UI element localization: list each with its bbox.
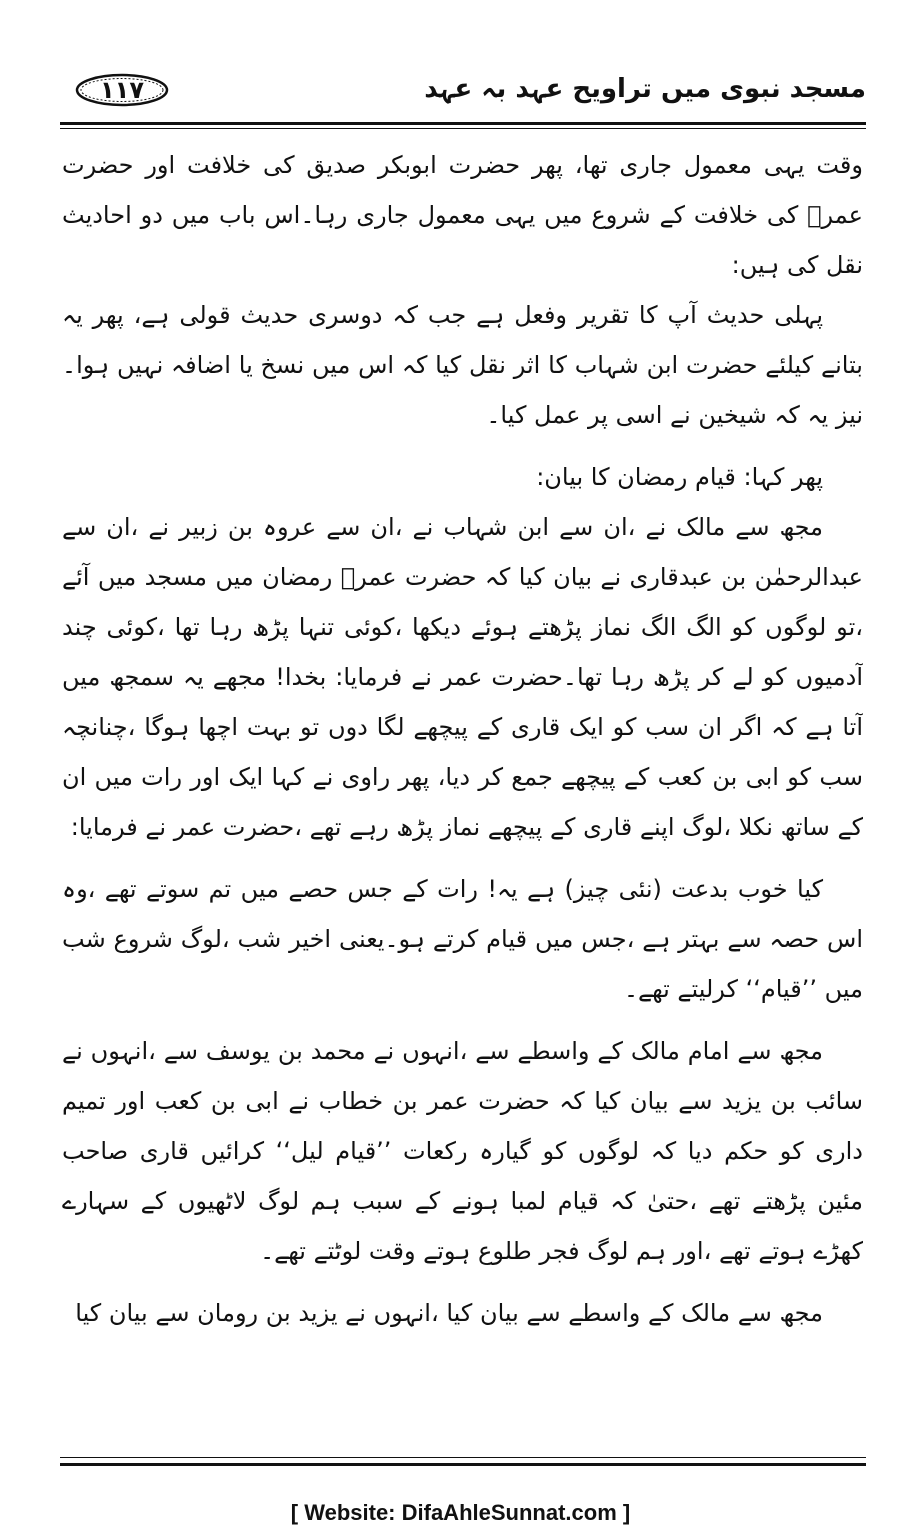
- website-footer: [ Website: DifaAhleSunnat.com ]: [290, 1500, 631, 1525]
- paragraph-7: مجھ سے مالک کے واسطے سے بیان کیا ،انہوں نے یزید بن رومان سے بیان کیا: [75, 1299, 823, 1327]
- paragraph-1: وقت یہی معمول جاری تھا، پھر حضرت ابوبکر صدیق کی خلافت اور حضرت عمرؓ کی خلافت کے شروع میں یہی معمول جاری رہا۔اس باب میں دو احادیث نقل کی ہیں:: [62, 151, 863, 279]
- page-number-badge: [74, 72, 170, 108]
- paragraph-4: مجھ سے مالک نے ،ان سے ابن شہاب نے ،ان سے عروہ بن زبیر نے ،ان سے عبدالرحمٰن بن عبدقاری نے بیان کیا کہ حضرت عمرؓ رمضان میں مسجد میں آئے ،تو لوگوں کو الگ الگ نماز پڑھتے ہوئے دیکھا ،کوئی تنہا پڑھ رہا تھا ،کوئی چند آدمیوں کو لے کر پڑھ رہا تھا۔حضرت عمر نے فرمایا: بخدا! مجھے یہ سمجھ میں آتا ہے کہ اگر ان سب کو ایک قاری کے پیچھے لگا دوں تو بہت اچھا ہوگا ،چنانچہ سب کو ابی بن کعب کے پیچھے جمع کر دیا، پھر راوی نے کہا ایک اور رات میں ان کے ساتھ نکلا ،لوگ اپنے قاری کے پیچھے نماز پڑھ رہے تھے ،حضرت عمر نے فرمایا:: [62, 513, 863, 841]
- footer-rule-thin: [60, 1457, 866, 1458]
- header-rule-thin: [60, 128, 866, 129]
- paragraph-5: کیا خوب بدعت (نئی چیز) ہے یہ! رات کے جس حصے میں تم سوتے تھے ،وہ اس حصہ سے بہتر ہے ،جس میں قیام کرتے ہو۔یعنی اخیر شب ،لوگ شروع شب میں ’’قیام‘‘ کرلیتے تھے۔: [62, 875, 863, 1003]
- paragraph-2: پہلی حدیث آپ کا تقریر وفعل ہے جب کہ دوسری حدیث قولی ہے، پھر یہ بتانے کیلئے حضرت ابن شہاب کا اثر نقل کیا کہ اس میں نسخ یا اضافہ نہیں ہوا۔نیز یہ کہ شیخین نے اسی پر عمل کیا۔: [62, 301, 863, 429]
- page-number: ۱۱۷: [100, 76, 144, 104]
- running-title: مسجد نبوی میں تراویح عہد بہ عہد: [424, 74, 866, 104]
- header-rule-thick: [60, 122, 866, 125]
- body-text: [62, 140, 863, 1445]
- paragraph-6: مجھ سے امام مالک کے واسطے سے ،انہوں نے محمد بن یوسف سے ،انہوں نے سائب بن یزید سے بیان کیا کہ حضرت عمر بن خطاب نے ابی بن کعب اور تمیم داری کو حکم دیا کہ لوگوں کو گیارہ رکعات ’’قیام لیل‘‘ کرائیں قاری صاحب مئین پڑھتے تھے ،حتیٰ کہ قیام لمبا ہونے کے سبب ہم لوگ لاٹھیوں کے سہارے کھڑے ہوتے تھے ،اور ہم لوگ فجر طلوع ہوتے وقت لوٹتے تھے۔: [62, 1037, 863, 1265]
- page-header: [60, 68, 866, 116]
- paragraph-3-heading: پھر کہا: قیام رمضان کا بیان:: [536, 463, 823, 491]
- footer-rule-thick: [60, 1463, 866, 1466]
